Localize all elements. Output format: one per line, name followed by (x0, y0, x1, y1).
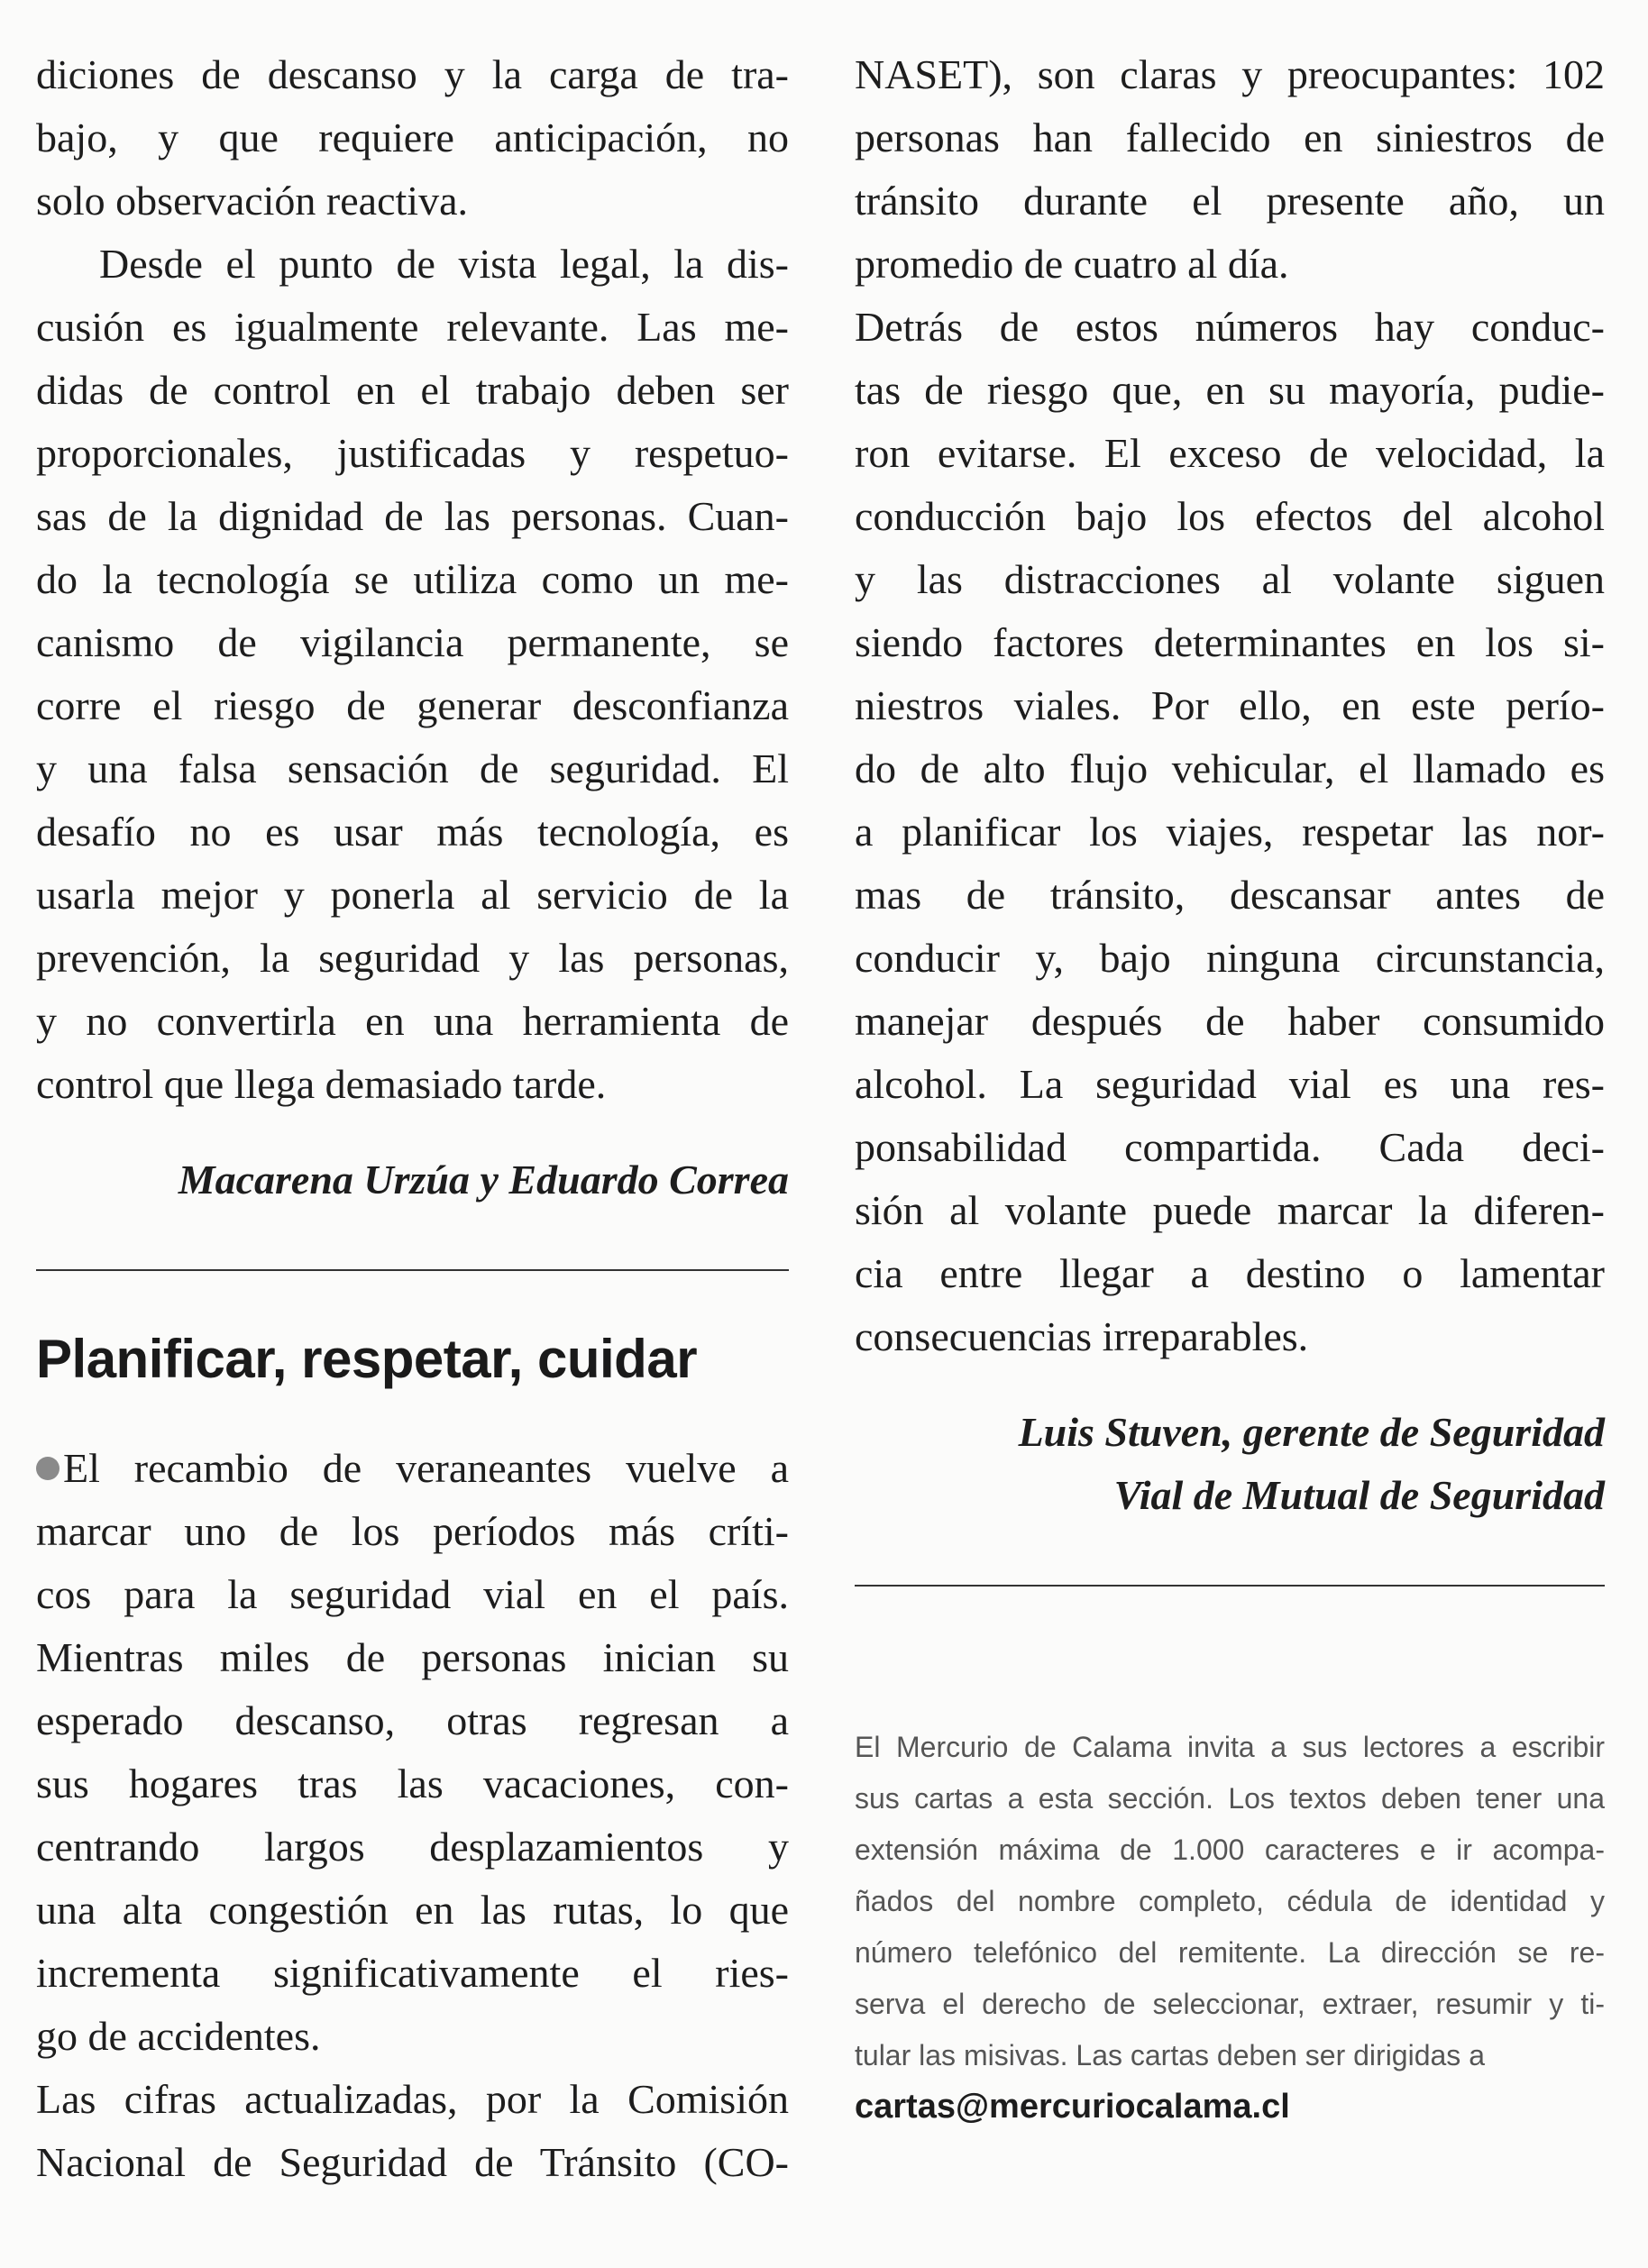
text-line: incrementa significativamente el ries- (36, 1950, 789, 1996)
text-line: conducir y, bajo ninguna circunstancia, (855, 935, 1605, 981)
signature-block (855, 1401, 1605, 1527)
signature-line: Vial de Mutual de Seguridad (1113, 1472, 1605, 1518)
text-line: cia entre llegar a destino o lamentar (855, 1250, 1605, 1296)
text-line: centrando largos desplazamientos y (36, 1824, 789, 1870)
divider (36, 1269, 789, 1271)
notice-line: ñados del nombre completo, cédula de identidad y (855, 1885, 1605, 1917)
text-line: siendo factores determinantes en los si- (855, 619, 1605, 665)
left-column (36, 43, 789, 2194)
text-line: ponsabilidad compartida. Cada deci- (855, 1124, 1605, 1170)
letter-headline: Planificar, respetar, cuidar (36, 1329, 698, 1389)
signature: Macarena Urzúa y Eduardo Correa (178, 1157, 789, 1203)
text-line: Mientras miles de personas inician su (36, 1634, 789, 1680)
right-column (855, 43, 1605, 2133)
text-line: do de alto flujo vehicular, el llamado es (855, 745, 1605, 791)
text-line: y una falsa sensación de seguridad. El (36, 745, 789, 791)
text-line: personas han fallecido en siniestros de (855, 114, 1605, 160)
text-line: manejar después de haber consumido (855, 998, 1605, 1044)
text-line (36, 1437, 789, 1500)
text-line: alcohol. La seguridad vial es una res- (855, 1061, 1605, 1107)
text-line: conducción bajo los efectos del alcohol (855, 493, 1605, 539)
text-line: Nacional de Seguridad de Tránsito (CO- (36, 2139, 789, 2185)
text-line: go de accidentes. (36, 2013, 321, 2059)
letter-body-continued (855, 43, 1605, 1368)
text-line: usarla mejor y ponerla al servicio de la (36, 872, 789, 918)
text-line: una alta congestión en las rutas, lo que (36, 1887, 789, 1933)
text-line: cusión es igualmente relevante. Las me- (36, 304, 789, 350)
notice-line: serva el derecho de seleccionar, extraer, resumir y ti- (855, 1988, 1605, 2020)
notice-line: sus cartas a esta sección. Los textos deben tener una (855, 1782, 1605, 1815)
notice-line: extensión máxima de 1.000 caracteres e ir acompa- (855, 1834, 1605, 1866)
notice-line: El Mercurio de Calama invita a sus lectores a escribir (855, 1731, 1605, 1763)
text-line: desafío no es usar más tecnología, es (36, 809, 789, 855)
text-line: control que llega demasiado tarde. (36, 1061, 607, 1107)
text-line: bajo, y que requiere anticipación, no (36, 114, 789, 160)
text-line: NASET), son claras y preocupantes: 102 (855, 51, 1605, 97)
email-link[interactable]: cartas@mercuriocalama.cl (855, 2088, 1290, 2126)
submission-notice (855, 1722, 1605, 2133)
text-line: corre el riesgo de generar desconfianza (36, 682, 789, 728)
text-line: tas de riesgo que, en su mayoría, pudie- (855, 367, 1605, 413)
text-line: Desde el punto de vista legal, la dis- (99, 241, 789, 287)
text-line: sión al volante puede marcar la diferen- (855, 1187, 1605, 1233)
text-line: prevención, la seguridad y las personas, (36, 935, 789, 981)
text-line: didas de control en el trabajo deben ser (36, 367, 789, 413)
text-line: cos para la seguridad vial en el país. (36, 1571, 789, 1617)
text-line: solo observación reactiva. (36, 178, 468, 224)
notice-email-line (855, 2081, 1605, 2133)
intro-letter (36, 43, 789, 1116)
text-line: mas de tránsito, descansar antes de (855, 872, 1605, 918)
text-line-content: El recambio de veraneantes vuelve a (63, 1445, 789, 1491)
text-line: diciones de descanso y la carga de tra- (36, 51, 789, 97)
text-line: Las cifras actualizadas, por la Comisión (36, 2076, 789, 2122)
text-line: esperado descanso, otras regresan a (36, 1697, 789, 1743)
text-line: marcar uno de los períodos más críti- (36, 1508, 789, 1554)
bullet-icon (36, 1457, 60, 1480)
text-line: do la tecnología se utiliza como un me- (36, 556, 789, 602)
text-line: Detrás de estos números hay conduc- (855, 304, 1605, 350)
text-line: niestros viales. Por ello, en este perío- (855, 682, 1605, 728)
text-line: y las distracciones al volante siguen (855, 556, 1605, 602)
letter-body (36, 1437, 789, 2194)
text-line: y no convertirla en una herramienta de (36, 998, 789, 1044)
divider (855, 1585, 1605, 1587)
text-line: sus hogares tras las vacaciones, con- (36, 1760, 789, 1806)
text-line: sas de la dignidad de las personas. Cuan- (36, 493, 789, 539)
text-line: ron evitarse. El exceso de velocidad, la (855, 430, 1605, 476)
notice-line: tular las misivas. Las cartas deben ser dirigidas a (855, 2039, 1485, 2071)
signature-line: Luis Stuven, gerente de Seguridad (1018, 1409, 1605, 1455)
notice-line: número telefónico del remitente. La dirección se re- (855, 1936, 1605, 1969)
text-line: proporcionales, justificadas y respetuo- (36, 430, 789, 476)
text-line: a planificar los viajes, respetar las nor- (855, 809, 1605, 855)
text-line: promedio de cuatro al día. (855, 241, 1289, 287)
text-line: tránsito durante el presente año, un (855, 178, 1605, 224)
text-line: canismo de vigilancia permanente, se (36, 619, 789, 665)
text-line: consecuencias irreparables. (855, 1313, 1309, 1359)
